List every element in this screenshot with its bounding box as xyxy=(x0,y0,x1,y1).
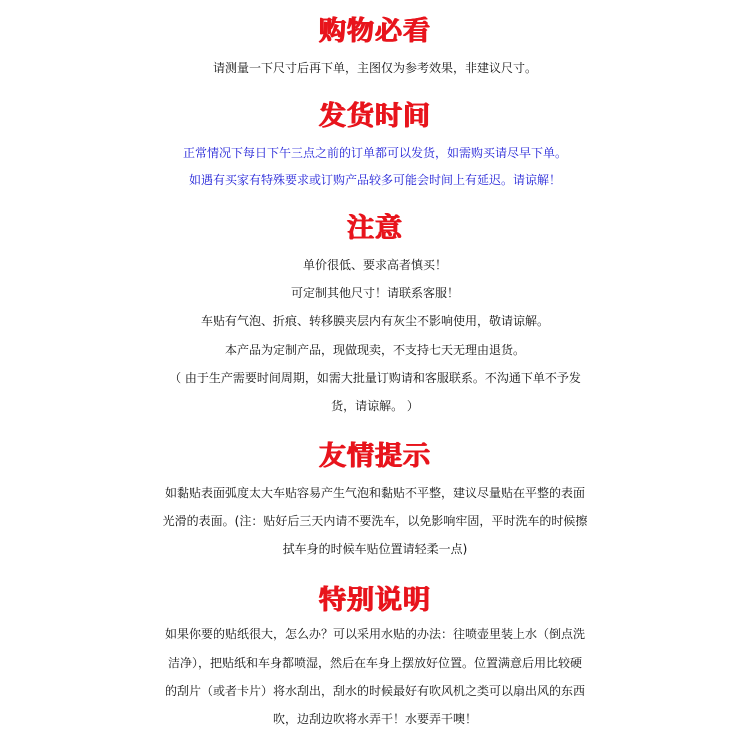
attention-line: 本产品为定制产品，现做现卖，不支持七天无理由退货。 xyxy=(224,343,525,357)
attention-line: 可定制其他尺寸！请联系客服！ xyxy=(290,286,459,300)
friendly-tip-line: 如黏贴表面弧度太大车贴容易产生气泡和黏贴不平整，建议尽量贴在平整的表面 xyxy=(164,486,585,500)
special-note-line: 如果你要的贴纸很大，怎么办？可以采用水贴的办法：往喷壶里装上水（倒点洗 xyxy=(164,627,585,641)
shopping-notice-line: 请测量一下尺寸后再下单，主图仅为参考效果，非建议尺寸。 xyxy=(212,61,537,75)
section-title-special-note: 特别说明 xyxy=(319,585,431,616)
special-note-line: 的刮片（或者卡片）将水刮出，刮水的时候最好有吹风机之类可以扇出风的东西 xyxy=(164,684,585,698)
attention-line: （ 由于生产需要时间周期，如需大批量订购请和客服联系。不沟通下单不予发 xyxy=(169,371,581,385)
friendly-tip-line: 拭车身的时候车贴位置请轻柔一点) xyxy=(282,542,468,556)
attention-line: 单价很低、要求高者慎买！ xyxy=(302,258,447,272)
section-title-shipping-time: 发货时间 xyxy=(319,101,431,132)
section-title-shopping-notice: 购物必看 xyxy=(319,16,431,47)
shipping-time-line: 正常情况下每日下午三点之前的订单都可以发货，如需购买请尽早下单。 xyxy=(182,146,567,160)
section-title-friendly-tip: 友情提示 xyxy=(319,441,431,472)
special-note-line: 洁净），把贴纸和车身都喷湿，然后在车身上摆放好位置。位置满意后用比较硬 xyxy=(167,656,582,670)
friendly-tip-line: 光滑的表面。(注：贴好后三天内请不要洗车，以免影响牢固，平时洗车的时候擦 xyxy=(162,514,588,528)
section-title-attention: 注意 xyxy=(347,213,403,244)
attention-line: 车贴有气泡、折痕、转移膜夹层内有灰尘不影响使用，敬请谅解。 xyxy=(200,314,549,328)
shipping-time-line: 如遇有买家有特殊要求或订购产品较多可能会时间上有延迟。请谅解！ xyxy=(188,173,561,187)
attention-line: 货，请谅解。 ） xyxy=(331,399,419,413)
special-note-line: 吹，边刮边吹将水弄干！水要弄干噢！ xyxy=(272,712,477,726)
